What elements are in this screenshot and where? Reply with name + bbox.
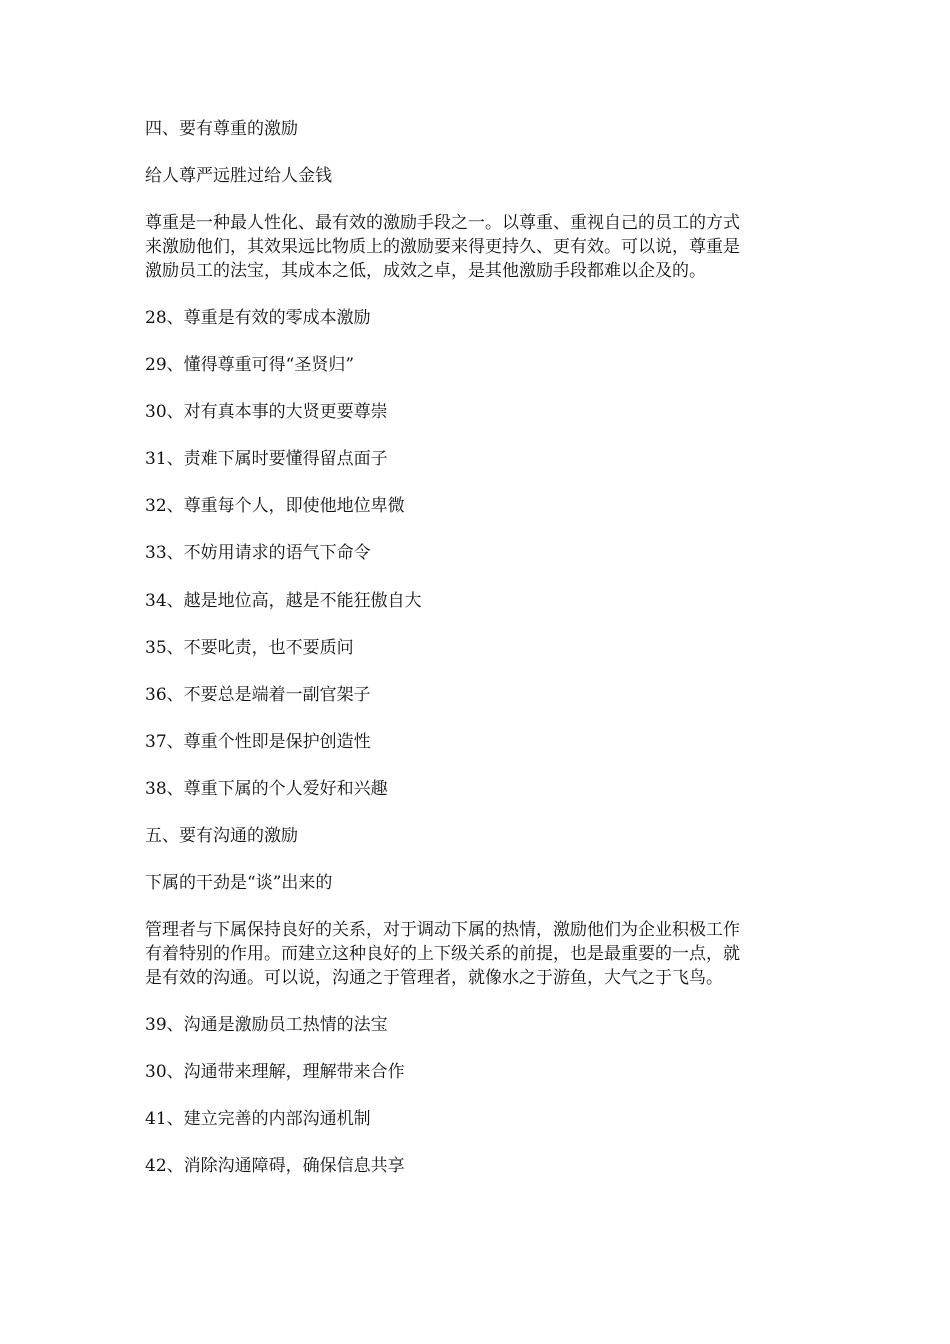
list-item: 30、沟通带来理解，理解带来合作 <box>145 1062 405 1082</box>
list-item: 32、尊重每个人，即使他地位卑微 <box>145 496 405 516</box>
list-item: 41、建立完善的内部沟通机制 <box>145 1109 371 1129</box>
list-item: 35、不要叱责，也不要质问 <box>145 638 354 658</box>
list-item: 30、对有真本事的大贤更要尊崇 <box>145 402 388 422</box>
section-4-intro-line-3: 激励员工的法宝，其成本之低，成效之卓，是其他激励手段都难以企及的。 <box>145 261 706 281</box>
section-5-heading: 五、要有沟通的激励 <box>145 826 298 846</box>
section-5-intro-line-3: 是有效的沟通。可以说，沟通之于管理者，就像水之于游鱼，大气之于飞鸟。 <box>145 968 723 988</box>
list-item: 39、沟通是激励员工热情的法宝 <box>145 1015 388 1035</box>
section-4-intro-line-1: 尊重是一种最人性化、最有效的激励手段之一。以尊重、重视自己的员工的方式 <box>145 213 740 233</box>
section-4-heading: 四、要有尊重的激励 <box>145 119 298 139</box>
section-5-intro-line-2: 有着特别的作用。而建立这种良好的上下级关系的前提，也是最重要的一点，就 <box>145 944 740 964</box>
list-item: 33、不妨用请求的语气下命令 <box>145 543 371 563</box>
list-item: 38、尊重下属的个人爱好和兴趣 <box>145 779 388 799</box>
list-item: 34、越是地位高，越是不能狂傲自大 <box>145 591 422 611</box>
section-5-intro-line-1: 管理者与下属保持良好的关系，对于调动下属的热情，激励他们为企业积极工作 <box>145 920 740 940</box>
list-item: 28、尊重是有效的零成本激励 <box>145 308 371 328</box>
section-4-subheading: 给人尊严远胜过给人金钱 <box>145 166 332 186</box>
list-item: 31、责难下属时要懂得留点面子 <box>145 449 388 469</box>
list-item: 37、尊重个性即是保护创造性 <box>145 732 371 752</box>
list-item: 29、懂得尊重可得“圣贤归” <box>145 355 355 375</box>
section-4-intro-line-2: 来激励他们，其效果远比物质上的激励要来得更持久、更有效。可以说，尊重是 <box>145 237 740 257</box>
section-5-subheading: 下属的干劲是“谈”出来的 <box>145 873 333 893</box>
list-item: 42、消除沟通障碍，确保信息共享 <box>145 1156 405 1176</box>
list-item: 36、不要总是端着一副官架子 <box>145 685 371 705</box>
